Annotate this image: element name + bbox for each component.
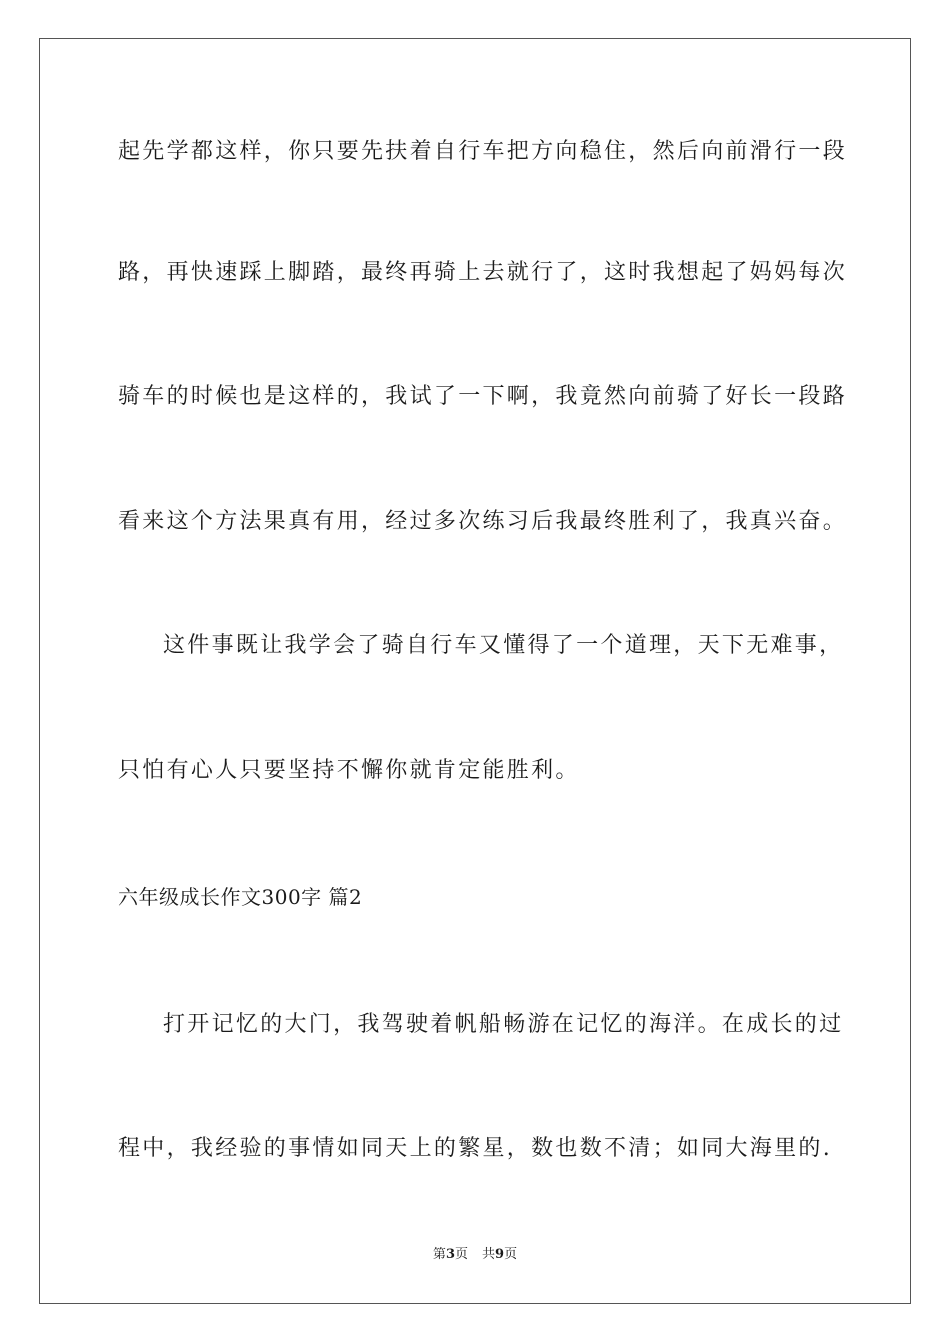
page-footer: [0, 1246, 950, 1264]
section-heading: 六年级成长作文300字 篇2: [118, 885, 363, 909]
body-line-3: 骑车的时候也是这样的，我试了一下啊，我竟然向前骑了好长一段路: [118, 384, 848, 409]
body-line-2: 路，再快速踩上脚踏，最终再骑上去就行了，这时我想起了妈妈每次: [118, 260, 848, 285]
body-line-6: 只怕有心人只要坚持不懈你就肯定能胜利。: [118, 758, 580, 783]
footer-page-prefix: 第: [432, 1247, 446, 1262]
footer-page-total: 9: [495, 1247, 505, 1262]
footer-page-suffix: 页: [454, 1247, 468, 1262]
body-line-8: 程中，我经验的事情如同天上的繁星，数也数不清；如同大海里的.: [118, 1136, 832, 1161]
footer-total-suffix: 页: [504, 1247, 518, 1262]
body-line-4: 看来这个方法果真有用，经过多次练习后我最终胜利了，我真兴奋。: [118, 509, 848, 534]
body-line-1: 起先学都这样，你只要先扶着自行车把方向稳住，然后向前滑行一段: [118, 139, 848, 164]
body-line-7: 打开记忆的大门，我驾驶着帆船畅游在记忆的海洋。在成长的过: [163, 1012, 844, 1037]
footer-total-prefix: 共: [482, 1247, 496, 1262]
body-line-5: 这件事既让我学会了骑自行车又懂得了一个道理，天下无难事，: [163, 633, 844, 658]
page-frame: [39, 38, 911, 1304]
footer-page-current: 3: [445, 1247, 455, 1262]
